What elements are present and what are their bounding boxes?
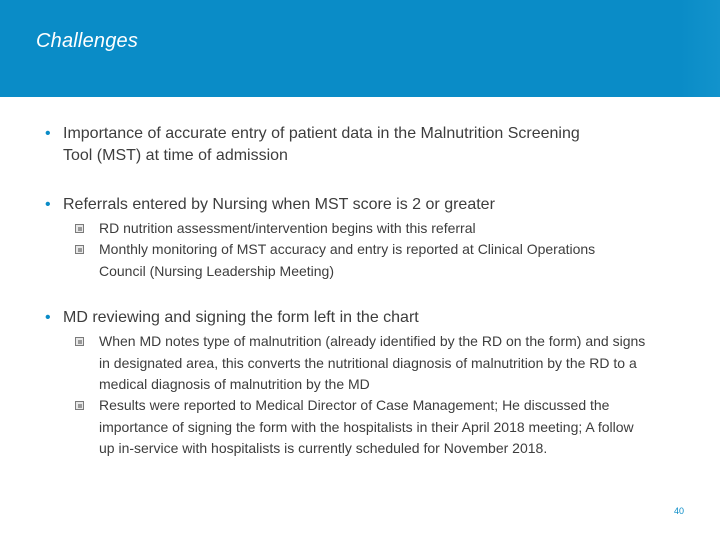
square-bullet-icon xyxy=(75,337,84,346)
square-bullet-icon xyxy=(75,245,84,254)
sub-bullet-text: When MD notes type of malnutrition (already identified by the RD on the form) and signs in designated area, this converts the nutritional diagnosis of malnutrition by the RD to a medical diagnosis of malnutrition by the MD xyxy=(99,333,646,392)
bullet-text: Referrals entered by Nursing when MST score is 2 or greater xyxy=(63,196,495,213)
sub-bullet-text: Monthly monitoring of MST accuracy and entry is reported at Clinical Operations Council (Nursing Leadership Meeting) xyxy=(99,241,596,279)
square-bullet-icon xyxy=(75,401,84,410)
bullet-text: Importance of accurate entry of patient data in the Malnutrition Screening Tool (MST) at time of admission xyxy=(63,125,580,164)
slide-title: Challenges xyxy=(36,30,139,52)
bullet-dot-icon: • xyxy=(45,125,51,142)
sub-bullet-text: RD nutrition assessment/intervention begins with this referral xyxy=(99,220,476,236)
bullet-dot-icon: • xyxy=(45,309,51,326)
page-number: 40 xyxy=(674,506,685,516)
bullet-dot-icon: • xyxy=(45,196,51,213)
square-bullet-icon xyxy=(75,224,84,233)
bullet-text: MD reviewing and signing the form left in the chart xyxy=(63,309,419,326)
sub-bullet-text: Results were reported to Medical Director of Case Management; He discussed the importance of signing the form with the hospitalists in their April 2018 meeting; A follow up in-service with hospitalists is currently scheduled for November 2018. xyxy=(99,397,634,456)
